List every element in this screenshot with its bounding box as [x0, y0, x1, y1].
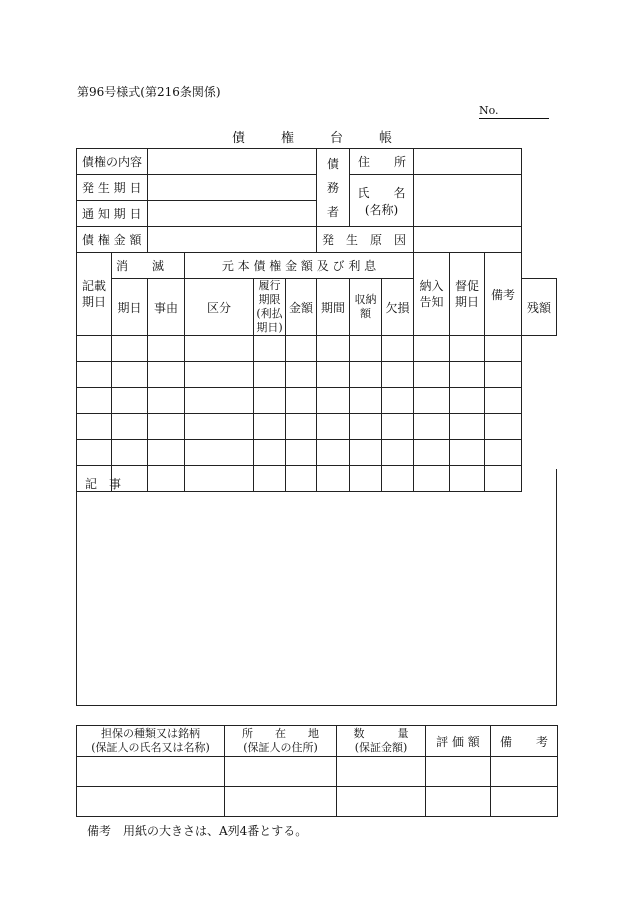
- interest-date-text: (利払期日): [256, 307, 283, 334]
- reminder-date-header: 督促期日: [450, 253, 485, 336]
- col-loss: 欠損: [382, 279, 414, 336]
- ledger-row[interactable]: [77, 336, 557, 362]
- number-label: No.: [479, 104, 499, 117]
- ledger-row[interactable]: [77, 414, 557, 440]
- collateral-type-text: 担保の種類又は銘柄: [101, 727, 200, 740]
- guarantor-address-text: (保証人の住所): [243, 741, 318, 754]
- col-received: 収納額: [350, 279, 382, 336]
- cause-field[interactable]: [414, 227, 522, 253]
- document-number-field[interactable]: [479, 104, 549, 119]
- notes-label: 記 事: [85, 477, 122, 491]
- name-label: [350, 175, 414, 227]
- notice-date-field[interactable]: [148, 201, 317, 227]
- form-number-label: 第96号様式(第216条関係): [77, 85, 221, 99]
- title-char: 台: [329, 131, 343, 146]
- ledger-row[interactable]: [77, 362, 557, 388]
- principal-interest-header: 元 本 債 権 金 額 及 び 利 息: [185, 253, 414, 279]
- remarks-header: 備考: [485, 253, 522, 336]
- debtor-label: 債務者: [317, 149, 350, 227]
- ledger-row[interactable]: [77, 388, 557, 414]
- title-char: 権: [280, 131, 294, 146]
- col-category: 区分: [185, 279, 254, 336]
- valuation-header: 評 価 額: [426, 726, 491, 757]
- col-amount: 金額: [286, 279, 317, 336]
- notes-area[interactable]: [76, 469, 557, 706]
- credit-amount-field[interactable]: [148, 227, 317, 253]
- address-label: 住 所: [350, 149, 414, 175]
- location-text: 所 在 地: [242, 727, 319, 740]
- name-sub-label: (名称): [364, 202, 399, 217]
- footer-note: 備考 用紙の大きさは、A列4番とする。: [87, 824, 308, 838]
- guarantor-name-text: (保証人の氏名又は名称): [91, 741, 210, 754]
- due-date-text: 履行期限: [258, 279, 281, 306]
- collateral-type-header: [77, 726, 225, 757]
- col-period: 期間: [317, 279, 350, 336]
- cause-label: 発 生 原 因: [317, 227, 414, 253]
- page-title: [232, 127, 392, 146]
- record-date-header: 記載期日: [77, 253, 112, 336]
- col-due-date: [254, 279, 286, 336]
- notice-date-label: 通 知 期 日: [77, 201, 148, 227]
- quantity-header: [337, 726, 426, 757]
- collateral-row[interactable]: [77, 757, 558, 787]
- collateral-remarks-header: 備 考: [491, 726, 558, 757]
- col-balance: 残額: [522, 279, 557, 336]
- collateral-row[interactable]: [77, 787, 558, 817]
- name-label-text: 氏 名: [357, 185, 406, 200]
- payment-notice-header: 納入告知: [414, 253, 450, 336]
- col-date: 期日: [112, 279, 148, 336]
- title-char: 債: [232, 131, 246, 146]
- collateral-table: [76, 725, 558, 817]
- credit-amount-label: 債 権 金 額: [77, 227, 148, 253]
- credit-content-label: 債権の内容: [77, 149, 148, 175]
- credit-ledger-table: [76, 148, 557, 492]
- extinction-header: 消 滅: [112, 253, 185, 279]
- credit-content-field[interactable]: [148, 149, 317, 175]
- name-field[interactable]: [414, 175, 522, 227]
- guarantee-amount-text: (保証金額): [354, 741, 408, 754]
- occurrence-date-field[interactable]: [148, 175, 317, 201]
- ledger-row[interactable]: [77, 440, 557, 466]
- title-char: 帳: [378, 131, 392, 146]
- col-reason: 事由: [148, 279, 185, 336]
- location-header: [225, 726, 337, 757]
- address-field[interactable]: [414, 149, 522, 175]
- quantity-text: 数 量: [353, 727, 409, 740]
- occurrence-date-label: 発 生 期 日: [77, 175, 148, 201]
